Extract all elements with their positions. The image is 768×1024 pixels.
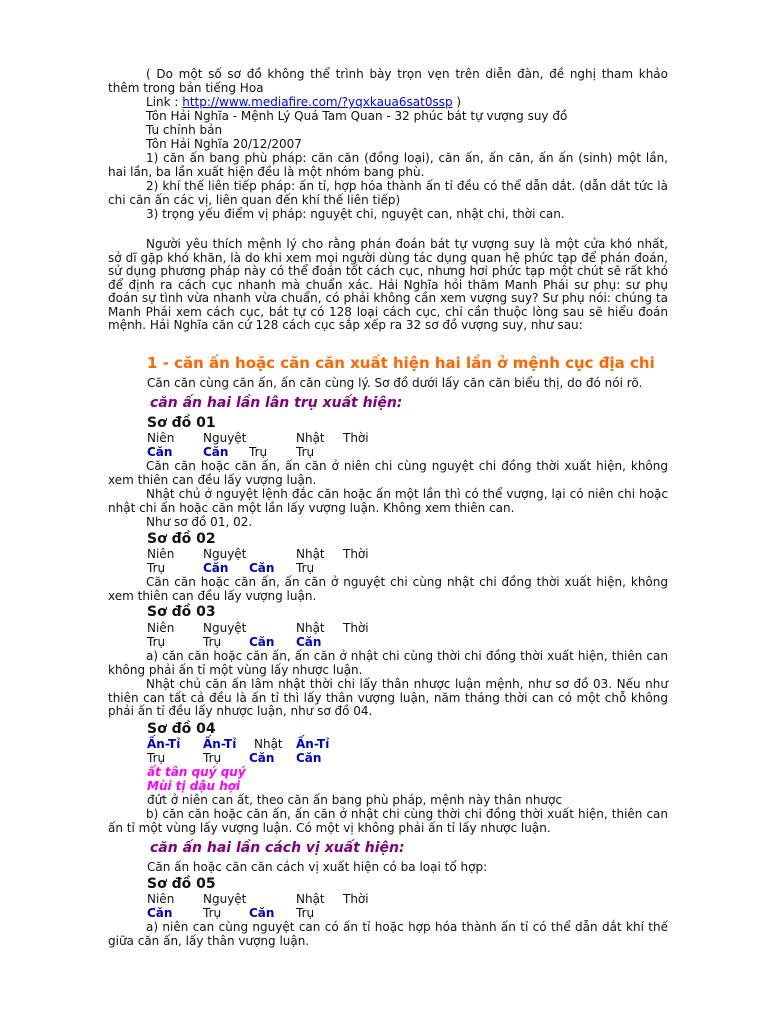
diagram-04-text-2: b) căn căn hoặc căn ấn, ấn căn ở nhật chi cùng thời chi đồng thời xuất hiện, thiên can ấn tỉ một vùng lấy vượng luận. Có một vị không phải ấn tỉ lấy nhược luận. [108,807,668,835]
diagram-03-thoi-cell: Căn [296,635,322,649]
diagram-05-nhat-cell: Căn [249,906,275,920]
diagram-01-text-3: Như sơ đồ 01, 02. [146,515,253,529]
pillar-thoi: Thời [343,892,369,906]
section-1-desc: Căn căn cùng căn ấn, ấn căn cùng lý. Sơ đồ dưới lấy căn căn biểu thị, do đó nói rõ. [147,376,643,390]
rule-3: 3) trọng yếu điểm vị pháp: nguyệt chi, nguyệt can, nhật chi, thời can. [146,207,565,221]
mediafire-link[interactable]: http://www.mediafire.com/?yqxkaua6sat0ssp [182,95,453,109]
diagram-05-nien-cell: Căn [147,906,173,920]
pillar-nguyet: Nguyệt [203,431,247,445]
diagram-04-nien-stem: Ấn-Tỉ [147,737,181,751]
diagram-04-nguyet-cell: Trụ [203,751,222,765]
title-line: Tôn Hải Nghĩa - Mệnh Lý Quá Tam Quan - 32 phúc bát tự vượng suy đồ [146,109,568,123]
diagram-01-title: Sơ đồ 01 [147,415,216,431]
diagram-02-text-1: Căn căn hoặc căn ấn, ấn căn ở nguyệt chi cùng nhật chi đồng thời xuất hiện, không xem thiên can đều lấy vượng luận. [108,575,668,603]
diagram-04-nguyet-stem: Ấn-Tỉ [203,737,237,751]
pillar-nhat: Nhật [296,431,325,445]
diagram-04-thoi-stem: Ấn-Tỉ [296,737,330,751]
pillar-nien: Niên [147,892,175,906]
section-2-subheading: căn ấn hai lần cách vị xuất hiện: [150,840,405,856]
diagram-01-nhat-cell: Trụ [249,445,268,459]
pillar-nhat: Nhật [296,892,325,906]
section-1-heading: 1 - căn ấn hoặc căn căn xuất hiện hai lần ở mệnh cục địa chi [147,354,655,372]
diagram-05-title: Sơ đồ 05 [147,876,216,892]
diagram-04-nien-cell: Trụ [147,751,166,765]
intro-paragraph: Người yêu thích mệnh lý cho rằng phán đoán bát tự vượng suy là một cửa khó nhất, sở dĩ gặp khó khăn, là do khi xem mọi người dùng tác dụng quan hệ phức tạp để phán đoán, sử dụng phương pháp này có thể đoán tốt cách cục, nhưng hơi phức tạp một chút sẽ rất khó để định ra cách cục nhanh mà chuẩn xác. Hải Nghĩa hỏi thăm Manh Phái sư phụ: sư phụ đoán sự tình vừa nhanh vừa chuẩn, có phải không cần xem vượng suy? Sư phụ nói: chúng ta Manh Phái xem cách cục, bát tự có 128 loại cách cục, chỉ cần thuộc lòng sau sẽ hiểu đoán mệnh. Hải Nghĩa căn cứ 128 cách cục sắp xếp ra 32 sơ đồ vượng suy, như sau: [108,237,668,332]
pillar-nhat: Nhật [296,621,325,635]
author-date: Tôn Hải Nghĩa 20/12/2007 [146,137,302,151]
diagram-01-nien-cell: Căn [147,445,173,459]
pillar-thoi: Thời [343,547,369,561]
diagram-01-nguyet-cell: Căn [203,445,229,459]
pillar-nien: Niên [147,547,175,561]
pillar-nguyet: Nguyệt [203,621,247,635]
rule-1: 1) căn ấn bang phù pháp: căn căn (đồng loại), căn ấn, ấn căn, ấn ấn (sinh) một lần, hai lần, ba lần xuất hiện đều là một nhóm bang phù. [108,151,668,179]
diagram-02-nien-cell: Trụ [147,561,166,575]
diagram-05-nguyet-cell: Trụ [203,906,222,920]
diagram-02-nguyet-cell: Căn [203,561,229,575]
diagram-04-thoi-cell: Căn [296,751,322,765]
diagram-01-thoi-cell: Trụ [296,445,315,459]
diagram-01-text-1: Căn căn hoặc căn ấn, ấn căn ở niên chi cùng nguyệt chi đồng thời xuất hiện, không xem thiên can đều lấy vượng luận. [108,459,668,487]
diagram-05-thoi-cell: Trụ [296,906,315,920]
diagram-03-text-2: Nhật chủ căn ấn lâm nhật thời chi lấy thân nhược luận mệnh, như sơ đồ 03. Nếu như thiên can tất cả đều là ấn tỉ thì lấy thân vượng luận, năm tháng thời can có một chỗ không phải ấn tỉ đều lấy nhược luận, như sơ đồ 04. [108,677,668,718]
pillar-nien: Niên [147,621,175,635]
pillar-nguyet: Nguyệt [203,547,247,561]
diagram-04-title: Sơ đồ 04 [147,721,216,737]
diagram-03-title: Sơ đồ 03 [147,604,216,620]
pillar-nguyet: Nguyệt [203,892,247,906]
link-line [108,96,668,110]
intro-note: ( Do một số sơ đồ không thể trình bày trọn vẹn trên diễn đàn, đề nghị tham khảo thêm trong bản tiếng Hoa [108,67,668,95]
rule-2: 2) khí thế liên tiếp pháp: ấn tỉ, hợp hóa thành ấn tỉ đều có thể dẫn dắt. (dẫn dắt tức là chi căn ấn các vị, liên quan đến khí thế liên tiếp) [108,179,668,207]
diagram-03-text-1: a) căn căn hoặc căn ấn, ấn căn ở nhật chi cùng thời chi đồng thời xuất hiện, thiên can không phải ấn tỉ một vùng lấy nhược luận. [108,649,668,677]
diagram-04-text-1: đứt ở niên can ất, theo căn ấn bang phù pháp, mệnh này thân nhược [147,793,562,807]
diagram-04-example-branches: Mùi tị dậu hợi [147,779,241,793]
pillar-nien: Niên [147,431,175,445]
diagram-03-nien-cell: Trụ [147,635,166,649]
diagram-01-text-2: Nhật chủ ở nguyệt lệnh đắc căn hoặc ấn một lần thì có thể vượng, lại có niên chi hoặc nhật chi ấn hoặc căn một lần lấy vượng luận. Không xem thiên can. [108,487,668,515]
diagram-04-example-stems: ất tân quý quý [147,765,246,779]
diagram-02-nhat-cell: Căn [249,561,275,575]
diagram-02-title: Sơ đồ 02 [147,531,216,547]
diagram-04-nhat-stem: Nhật [254,737,283,751]
pillar-nhat: Nhật [296,547,325,561]
link-suffix: ) [452,95,462,109]
section-1-subheading: căn ấn hai lần lân trụ xuất hiện: [150,395,403,411]
diagram-05-text-1: a) niên can cùng nguyệt can có ấn tỉ hoặc hợp hóa thành ấn tỉ có thể dẫn dắt khí thế giữa căn ấn, lấy thân vượng luận. [108,920,668,948]
diagram-04-nhat-cell: Căn [249,751,275,765]
diagram-02-thoi-cell: Trụ [296,561,315,575]
diagram-03-nguyet-cell: Trụ [203,635,222,649]
diagram-03-nhat-cell: Căn [249,635,275,649]
pillar-thoi: Thời [343,621,369,635]
pillar-thoi: Thời [343,431,369,445]
link-prefix: Link : [146,95,183,109]
section-2-desc: Căn ấn hoặc căn căn cách vị xuất hiện có ba loại tổ hợp: [147,860,488,874]
edit-line: Tu chỉnh bản [146,123,223,137]
